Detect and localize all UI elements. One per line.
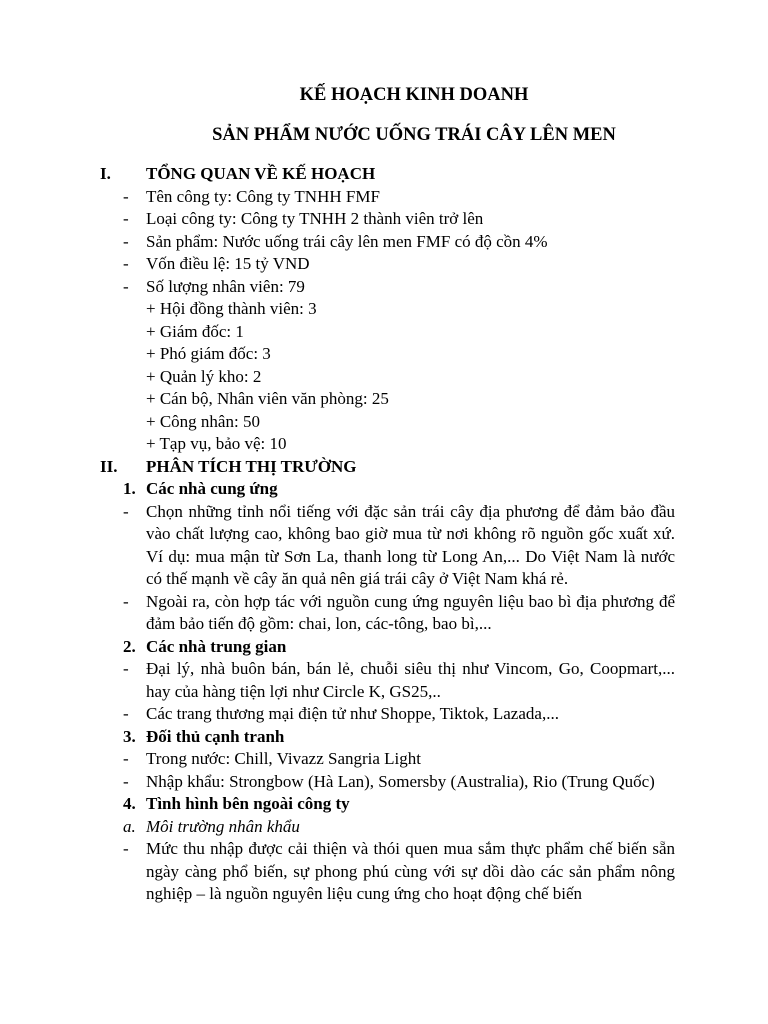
- bullet-dash: -: [123, 276, 129, 296]
- subsection-marker: 1.: [123, 479, 136, 498]
- paragraph-text: Nhập khẩu: Strongbow (Hà Lan), Somersby (Australia), Rio (Trung Quốc): [146, 771, 655, 791]
- document-title: KẾ HOẠCH KINH DOANH: [299, 85, 529, 105]
- staff-item-text: + Giám đốc: 1: [146, 321, 244, 341]
- bullet-dash: -: [123, 749, 129, 768]
- list-item: [0, 186, 768, 209]
- bullet-dash: -: [123, 771, 129, 791]
- section-heading: [0, 163, 768, 186]
- paragraph: [0, 771, 768, 794]
- staff-item-text: + Hội đồng thành viên: 3: [146, 299, 317, 318]
- subsection-heading: [0, 478, 768, 501]
- section-heading: [0, 456, 768, 479]
- staff-item-text: + Cán bộ, Nhân viên văn phòng: 25: [146, 389, 389, 408]
- paragraph-text: Đại lý, nhà buôn bán, bán lẻ, chuỗi siêu thị như Vincom, Go, Coopmart,... hay của hàng tiện lợi như Circle K, GS25,..: [146, 659, 675, 701]
- staff-item-text: + Quản lý kho: 2: [146, 366, 262, 386]
- paragraph: [0, 501, 768, 591]
- paragraph-text: Chọn những tỉnh nổi tiếng với đặc sản trái cây địa phương để đảm bảo đầu vào chất lượng cao, không bao giờ mua từ nơi không rõ nguồn gốc xuất xứ. Ví dụ: mua mận từ Sơn La, thanh long từ Long An,... Do Việt Nam là nước có thế mạnh về cây ăn quả nên giá trái cây ở Việt Nam khá rẻ.: [146, 501, 675, 588]
- bullet-dash: -: [123, 186, 129, 206]
- subsection-title: Các nhà cung ứng: [146, 479, 278, 498]
- bullet-dash: -: [123, 591, 129, 611]
- subsection-heading: [0, 636, 768, 659]
- subsection-heading: [0, 793, 768, 816]
- paragraph: [0, 591, 768, 636]
- paragraph-text: Các trang thương mại điện tử như Shoppe, Tiktok, Lazada,...: [146, 704, 559, 723]
- paragraph: [0, 838, 768, 906]
- bullet-dash: -: [123, 209, 129, 228]
- subsection-title: Các nhà trung gian: [146, 636, 287, 656]
- bullet-dash: -: [123, 501, 129, 521]
- staff-item: [0, 343, 768, 366]
- staff-item-text: + Phó giám đốc: 3: [146, 344, 271, 363]
- staff-item: [0, 433, 768, 456]
- section-marker: II.: [100, 456, 118, 476]
- subsection-heading: [0, 726, 768, 749]
- list-item: [0, 253, 768, 276]
- paragraph-text: Ngoài ra, còn hợp tác với nguồn cung ứng nguyên liệu bao bì địa phương để đảm bảo tiến độ gồm: chai, lon, các-tông, bao bì,...: [146, 591, 675, 633]
- section-title: PHÂN TÍCH THỊ TRƯỜNG: [146, 456, 357, 476]
- list-item: [0, 276, 768, 299]
- document-body: [0, 163, 768, 906]
- staff-item-text: + Tạp vụ, bảo vệ: 10: [146, 434, 287, 453]
- document-subtitle: SẢN PHẨM NƯỚC UỐNG TRÁI CÂY LÊN MEN: [212, 125, 616, 145]
- subsubsection-heading: [0, 816, 768, 839]
- subsection-marker: 2.: [123, 636, 136, 656]
- paragraph: [0, 748, 768, 771]
- subsection-marker: 3.: [123, 726, 136, 746]
- subsection-title: Đối thủ cạnh tranh: [146, 726, 285, 746]
- subsection-title: Tình hình bên ngoài công ty: [146, 794, 350, 813]
- bullet-dash: -: [123, 659, 129, 678]
- staff-item: [0, 321, 768, 344]
- list-item-text: Vốn điều lệ: 15 tỷ VND: [146, 254, 310, 273]
- subsubsection-marker: a.: [123, 816, 136, 836]
- subsection-marker: 4.: [123, 794, 136, 813]
- staff-item: [0, 366, 768, 389]
- staff-item-text: + Công nhân: 50: [146, 411, 260, 431]
- list-item: [0, 231, 768, 254]
- bullet-dash: -: [123, 839, 129, 858]
- paragraph-text: Mức thu nhập được cải thiện và thói quen mua sắm thực phẩm chế biến sẵn ngày càng phổ biến, sự phong phú cùng với sự dồi dào các sản phẩm nông nghiệp – là nguồn nguyên liệu cung ứng cho hoạt động chế biến: [146, 839, 675, 903]
- staff-item: [0, 411, 768, 434]
- paragraph-text: Trong nước: Chill, Vivazz Sangria Light: [146, 749, 421, 768]
- list-item-text: Tên công ty: Công ty TNHH FMF: [146, 186, 380, 206]
- list-item-text: Sản phẩm: Nước uống trái cây lên men FMF có độ cồn 4%: [146, 231, 548, 251]
- list-item-text: Loại công ty: Công ty TNHH 2 thành viên trở lên: [146, 209, 484, 228]
- staff-item: [0, 388, 768, 411]
- section-title: TỔNG QUAN VỀ KẾ HOẠCH: [146, 164, 376, 183]
- list-item-text: Số lượng nhân viên: 79: [146, 276, 305, 296]
- list-item: [0, 208, 768, 231]
- bullet-dash: -: [123, 704, 129, 723]
- staff-item: [0, 298, 768, 321]
- bullet-dash: -: [123, 231, 129, 251]
- bullet-dash: -: [123, 254, 129, 273]
- subsubsection-title: Môi trường nhân khẩu: [146, 816, 300, 836]
- paragraph: [0, 658, 768, 703]
- paragraph: [0, 703, 768, 726]
- section-marker: I.: [100, 164, 111, 183]
